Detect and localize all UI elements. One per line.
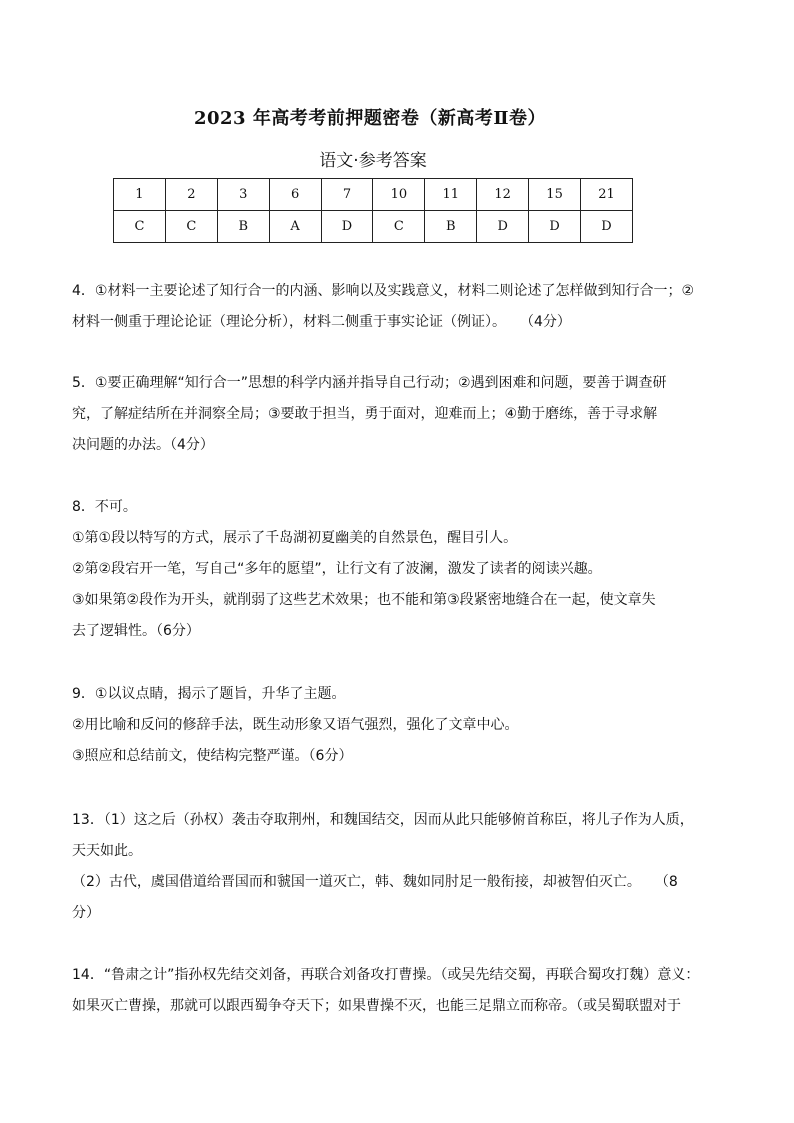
answer-cell: D <box>321 211 373 243</box>
question-number-cell: 7 <box>321 179 373 211</box>
answer-line: 14．“鲁肃之计”指孙权先结交刘备，再联合刘备攻打曹操。（或吴先结交蜀，再联合蜀攻打魏）意义： <box>72 967 700 983</box>
answer-line: （2）古代，虞国借道给晋国而和虢国一道灭亡，韩、魏如同肘足一般衔接，却被智伯灭亡。 （8 <box>72 874 678 890</box>
answer-line: 究，了解症结所在并洞察全局；③要敢于担当，勇于面对，迎难而上；④勤于磨练，善于寻求解 <box>72 406 658 422</box>
answer-line: 分） <box>72 905 100 921</box>
answer-line: 13．（1）这之后（孙权）袭击夺取荆州，和魏国结交，因而从此只能够俯首称臣，将儿子作为人质， <box>72 812 694 828</box>
answer-line: ③照应和总结前文，使结构完整严谨。（6分） <box>72 748 353 764</box>
answer-cell: D <box>581 211 633 243</box>
answer-cell: C <box>165 211 217 243</box>
question-number-cell: 6 <box>269 179 321 211</box>
answer-line: ③如果第②段作为开头，就削弱了这些艺术效果；也不能和第③段紧密地缝合在一起，使文章失 <box>72 592 656 608</box>
answer-cell: C <box>373 211 425 243</box>
question-number-cell: 1 <box>114 179 166 211</box>
answer-line: 4．①材料一主要论述了知行合一的内涵、影响以及实践意义，材料二则论述了怎样做到知行合一；② <box>72 283 695 299</box>
answer-q13 <box>72 805 722 929</box>
question-number-cell: 15 <box>529 179 581 211</box>
answer-line: ②用比喻和反问的修辞手法，既生动形象又语气强烈，强化了文章中心。 <box>72 717 519 733</box>
answer-cell: D <box>477 211 529 243</box>
answer-cell: C <box>114 211 166 243</box>
answer-cell: B <box>217 211 269 243</box>
answer-line: ①第①段以特写的方式，展示了千岛湖初夏幽美的自然景色，醒目引人。 <box>72 530 518 546</box>
question-number-cell: 3 <box>217 179 269 211</box>
answer-row <box>114 211 633 243</box>
answer-line: 决问题的办法。（4分） <box>72 437 214 453</box>
answer-line: 天天如此。 <box>72 843 142 859</box>
answer-line: 去了逻辑性。（6分） <box>72 623 200 639</box>
answer-line: ②第②段宕开一笔，写自己“多年的愿望”，让行文有了波澜，激发了读者的阅读兴趣。 <box>72 561 602 577</box>
answer-q14 <box>72 960 722 1022</box>
answer-q5 <box>72 368 722 461</box>
question-number-cell: 2 <box>165 179 217 211</box>
answer-line: 8．不可。 <box>72 499 137 515</box>
answer-cell: A <box>269 211 321 243</box>
question-number-row <box>114 179 633 211</box>
answer-q9 <box>72 679 722 772</box>
answer-q4 <box>72 276 722 338</box>
answer-cell: B <box>425 211 477 243</box>
answer-line: 材料一侧重于理论论证（理论分析），材料二侧重于事实论证（例证）。 （4分） <box>72 314 571 330</box>
question-number-cell: 21 <box>581 179 633 211</box>
answer-line: 9．①以议点睛，揭示了题旨，升华了主题。 <box>72 686 346 702</box>
document-title: 2023 年高考考前押题密卷（新高考Ⅱ卷） <box>193 108 547 129</box>
document-subtitle: 语文·参考答案 <box>319 151 427 171</box>
question-number-cell: 11 <box>425 179 477 211</box>
answer-line: 5．①要正确理解“知行合一”思想的科学内涵并指导自己行动；②遇到困难和问题，要善于调查研 <box>72 375 667 391</box>
question-number-cell: 12 <box>477 179 529 211</box>
question-number-cell: 10 <box>373 179 425 211</box>
answer-cell: D <box>529 211 581 243</box>
answer-line: 如果灭亡曹操，那就可以跟西蜀争夺天下；如果曹操不灭，也能三足鼎立而称帝。（或吴蜀联盟对于 <box>72 998 681 1014</box>
answer-q8 <box>72 492 722 647</box>
answer-key-table <box>113 178 633 243</box>
